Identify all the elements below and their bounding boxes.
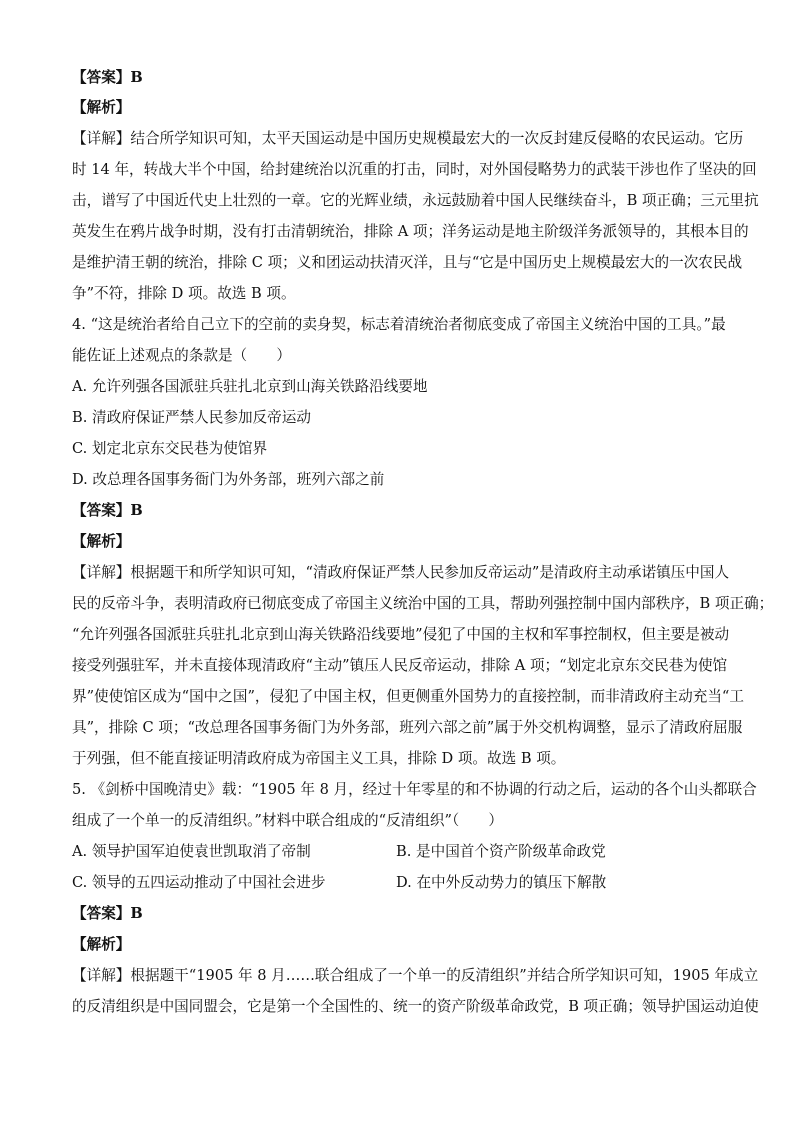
q5-stem: 组成了一个单一的反清组织。”材料中联合组成的“反清组织”（ ） [72, 812, 504, 829]
q4-detail-line: 于列强，但不能直接证明清政府成为帝国主义工具，排除 D 项。故选 B 项。 [72, 750, 566, 767]
q5-answer: 【答案】B [72, 905, 143, 922]
q4-option-a: A. 允许列强各国派驻兵驻扎北京到山海关铁路沿线要地 [72, 378, 428, 395]
q4-option-d: D. 改总理各国事务衙门为外务部，班列六部之前 [72, 471, 385, 488]
q4-detail-line: 接受列强驻军，并未直接体现清政府“主动”镇压人民反帝运动，排除 A 项；“划定北京东交民巷为使馆 [72, 657, 728, 674]
q5-detail-line: 的反清组织是中国同盟会，它是第一个全国性的、统一的资产阶级革命政党，B 项正确；领导护国运动迫使 [72, 998, 759, 1015]
q4-stem: 能佐证上述观点的条款是（ ） [72, 347, 291, 364]
q5-option-c: C. 领导的五四运动推动了中国社会进步 [72, 874, 326, 891]
q3-detail-line: 击，谱写了中国近代史上壮烈的一章。它的光辉业绩，永远鼓励着中国人民继续奋斗，B 项正确；三元里抗 [72, 192, 759, 209]
q3-detail-line: 是维护清王朝的统治，排除 C 项；义和团运动扶清灭洋，且与“它是中国历史上规模最宏大的一次农民战 [72, 254, 743, 271]
q5-options-row [72, 873, 724, 895]
q4-detail-line: 民的反帝斗争，表明清政府已彻底变成了帝国主义统治中国的工具，帮助列强控制中国内部秩序，B 项正确； [72, 595, 774, 612]
q3-analysis-label: 【解析】 [72, 99, 131, 116]
q5-analysis-label: 【解析】 [72, 936, 131, 953]
q4-detail-line: 界”使使馆区成为“国中之国”，侵犯了中国主权，但更侧重外国势力的直接控制，而非清政府主动充当“工 [72, 688, 744, 705]
q4-analysis-label: 【解析】 [72, 533, 131, 550]
q5-detail-line: 【详解】根据题干“1905 年 8 月……联合组成了一个单一的反清组织”并结合所学知识可知，1905 年成立 [72, 967, 759, 984]
q4-stem: 4. “这是统治者给自己立下的空前的卖身契，标志着清统治者彻底变成了帝国主义统治中国的工具。”最 [72, 316, 726, 333]
q5-option-a: A. 领导护国军迫使袁世凯取消了帝制 [72, 843, 311, 860]
q3-detail-line: 争”不符，排除 D 项。故选 B 项。 [72, 285, 296, 302]
q4-detail-line: 【详解】根据题干和所学知识可知，“清政府保证严禁人民参加反帝运动”是清政府主动承诺镇压中国人 [72, 564, 730, 581]
q3-detail-line: 时 14 年，转战大半个中国，给封建统治以沉重的打击，同时，对外国侵略势力的武装干涉也作了坚决的回 [72, 161, 757, 178]
q4-option-b: B. 清政府保证严禁人民参加反帝运动 [72, 409, 311, 426]
q3-detail-line: 英发生在鸦片战争时期，没有打击清朝统治，排除 A 项；洋务运动是地主阶级洋务派领导的，其根本目的 [72, 223, 749, 240]
q5-option-d: D. 在中外反动势力的镇压下解散 [396, 874, 607, 891]
q4-detail-line: “允许列强各国派驻兵驻扎北京到山海关铁路沿线要地”侵犯了中国的主权和军事控制权，但主要是被动 [72, 626, 730, 643]
q5-stem: 5. 《剑桥中国晚清史》载：“1905 年 8 月，经过十年零星的和不协调的行动之后，运动的各个山头都联合 [72, 781, 757, 798]
q3-detail-line: 【详解】结合所学知识可知，太平天国运动是中国历史规模最宏大的一次反封建反侵略的农民运动。它历 [72, 130, 744, 147]
q4-option-c: C. 划定北京东交民巷为使馆界 [72, 440, 268, 457]
q3-answer: 【答案】B [72, 69, 143, 86]
q5-options-row [72, 842, 724, 864]
q4-detail-line: 具”，排除 C 项；“改总理各国事务衙门为外务部，班列六部之前”属于外交机构调整，显示了清政府屈服 [72, 719, 743, 736]
q4-answer: 【答案】B [72, 502, 143, 519]
q5-option-b: B. 是中国首个资产阶级革命政党 [396, 843, 606, 860]
